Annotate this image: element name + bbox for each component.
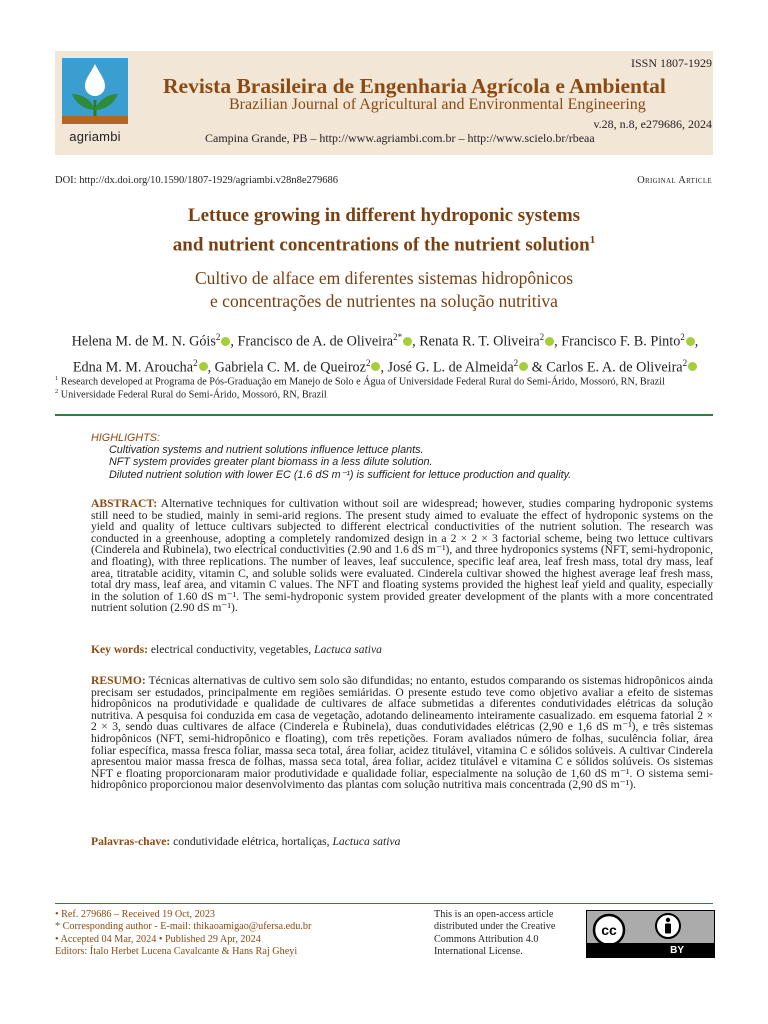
accepted-line: • Accepted 04 Mar, 2024 • Published 29 Apr, 2024 (55, 933, 261, 945)
author-separator: & (528, 359, 547, 376)
highlights (91, 432, 711, 481)
cc-by-badge[interactable] (586, 910, 715, 958)
doi-link[interactable]: DOI: http://dx.doi.org/10.1590/1807-1929/agriambi.v28n8e279686 (55, 175, 338, 186)
author-separator: , (230, 333, 238, 350)
footer-divider (55, 903, 713, 904)
highlight-item: NFT system provides greater plant biomass in a less dilute solution. (109, 456, 433, 469)
author-affiliation-marker: 2 (682, 357, 688, 368)
author-affiliation-marker: 2 (680, 332, 685, 342)
agriambi-logo (62, 58, 128, 124)
author-name: Edna M. M. Aroucha (72, 359, 194, 376)
title-portuguese-line2: e concentrações de nutrientes na solução nutritiva (210, 291, 558, 311)
keywords (91, 643, 382, 656)
logo-wordmark: agriambi (69, 129, 121, 144)
orcid-icon[interactable] (688, 362, 697, 371)
journal-title-en: Brazilian Journal of Agricultural and Environmental Engineering (229, 96, 646, 113)
cc-by-label: BY (670, 945, 684, 956)
orcid-icon[interactable] (519, 362, 528, 371)
author-separator: , (207, 359, 215, 376)
author-affiliation-marker: 2* (393, 332, 403, 342)
abstract (91, 498, 713, 614)
author-name: Carlos E. A. de Oliveira (546, 359, 683, 376)
resumo-text: Técnicas alternativas de cultivo sem solo são difundidas; no entanto, estudos comparando os sistemas hidropônicos ainda precisam ser estudados, principalmente em regiões semiáridas. O presente estudo teve como objetivo avaliar a efeito de sistemas hidropônicos na produtividade e qualidade de cultivares de alface submetidas a diferentes condutividades elétricas da solução nutritiva. A pesquisa foi conduzida em casa de vegetação, adotando delineamento inteiramente casualizado. em esquema fatorial 2 × 2 × 3, sendo duas cultivares de alface (Cinderela e Rubinela), duas condutividades elétricas (2,90 e 1,6 dS m⁻¹), e três sistemas hidropônicos (NFT, semi-hidropônico e floating), com três repetições. Foram avaliados número de folhas, suculência foliar, área foliar específica, massa fresca foliar, massa seca total, área foliar, acidez titulável, vitamina C e sólidos solúveis. A cultivar Cinderela apresentou maior massa fresca de folhas, massa seca total, área foliar, acidez titulável e vitamina C e sólidos solúveis. Os sistemas NFT e floating proporcionaram maior produtividade e qualidade foliar, especialmente na solução de 1,60 dS m⁻¹. O sistema semi-hidropônico proporcionou maior desenvolvimento das plantas com solução nutritiva mais concentrada (2,90 dS m⁻¹). (91, 674, 714, 792)
affiliation-2: $^2$ Universidade Federal Rural do Semi-Árido, Mossoró, RN, Brazil (55, 388, 327, 401)
author-affiliation-marker: 2 (193, 357, 198, 368)
orcid-icon[interactable] (403, 337, 412, 346)
affiliation-1: $^1$ Research developed at Programa de Pós-Graduação em Manejo de Solo e Água of Universidade Federal Rural do Semi-Árido, Mossoró, RN, Brazil (55, 375, 665, 388)
palavras-chave-label: Palavras-chave: (91, 835, 171, 848)
highlight-item: Cultivation systems and nutrient solutions influence lettuce plants. (109, 444, 424, 457)
water-drop-plant-icon (62, 58, 128, 124)
journal-title-pt: Revista Brasileira de Engenharia Agrícola e Ambiental (163, 74, 666, 98)
highlight-item: Diluted nutrient solution with lower EC (1.6 dS m⁻¹) is sufficient for lettuce production and quality. (109, 468, 572, 481)
palavras-chave-species: Lactuca sativa (332, 835, 401, 848)
palavras-chave-text: condutividade elétrica, hortaliças, (173, 835, 330, 848)
resumo-label: RESUMO: (91, 674, 146, 687)
editors-line: Editors: Ítalo Herbet Lucena Cavalcante & Hans Raj Gheyi (55, 945, 298, 957)
issn: ISSN 1807-1929 (630, 56, 712, 70)
keywords-text: electrical conductivity, vegetables, (150, 643, 312, 656)
author-name: José G. L. de Almeida (387, 359, 514, 376)
resumo (91, 675, 713, 791)
author-name: Gabriela C. M. de Queiroz (214, 359, 366, 376)
keywords-species: Lactuca sativa (314, 643, 382, 656)
author-name: Francisco F. B. Pinto (561, 333, 681, 350)
author-list (55, 327, 715, 378)
title-english (40, 203, 728, 257)
title-english-line2: and nutrient concentrations of the nutrient solution$^1$ (172, 234, 596, 256)
orcid-icon[interactable] (199, 362, 208, 371)
abstract-label: ABSTRACT: (91, 497, 158, 510)
author-separator: , (694, 333, 699, 350)
article-type: Original Article (637, 175, 712, 186)
author-separator: , (554, 333, 562, 350)
title-english-line1: Lettuce growing in different hydroponic systems (187, 205, 581, 226)
orcid-icon[interactable] (686, 337, 695, 346)
corresponding-author-line[interactable]: * Corresponding author - E-mail: thikaoamigao@ufersa.edu.br (55, 921, 312, 933)
license-statement: This is an open-access article distributed under the Creative Commons Attribution 4.0 International License. (434, 909, 556, 957)
section-divider (55, 414, 713, 416)
journal-urls[interactable]: Campina Grande, PB – http://www.agriambi.com.br – http://www.scielo.br/rbeaa (205, 131, 595, 145)
creative-commons-icon (587, 911, 714, 943)
author-affiliation-marker: 2 (365, 357, 371, 368)
abstract-text: Alternative techniques for cultivation without soil are widespread; however, studies comparing hydroponic systems still need to be studied, mainly in semi-arid regions. The present study aimed to evaluate the effect of hydroponic systems on the yield and quality of lettuce cultivars subjected to different electrical conductivities of the nutrient solution. The research was conducted in a greenhouse, adopting a completely randomized design in a 2 × 2 × 3 factorial scheme, being two lettuce cultivars (Cinderela and Rubinela), two electrical conductivities (2.90 and 1.6 dS m⁻¹), and three hydroponics systems (NFT, semi-hydroponic, and floating), with three replications. The number of leaves, leaf succulence, specific leaf area, leaf fresh mass, total dry mass, leaf area, titratable acidity, vitamin C, and soluble solids were evaluated. Cinderela cultivar showed the highest average leaf fresh mass, total dry mass, leaf area, and vitamin C values. The NFT and floating systems provided the highest leaf yield and quality, especially in the solution of 1.60 dS m⁻¹. The semi-hydroponic system provided greater development of the plants with a more concentrated nutrient solution (2.90 dS m⁻¹). (91, 497, 713, 615)
author-affiliation-marker: 2 (513, 357, 519, 368)
submission-info (55, 909, 311, 958)
palavras-chave (91, 835, 400, 848)
orcid-icon[interactable] (545, 337, 554, 346)
author-affiliation-marker: 2 (539, 332, 545, 342)
title-footnote-marker: 1 (589, 234, 596, 246)
volume-info: v.28, n.8, e279686, 2024 (593, 117, 712, 131)
author-name: Helena M. de M. N. Góis (71, 333, 216, 350)
received-line: • Ref. 279686 – Received 19 Oct, 2023 (55, 909, 216, 920)
author-affiliation-marker: 2 (215, 332, 221, 342)
title-portuguese-line1: Cultivo de alface em diferentes sistemas hidropônicos (194, 268, 574, 288)
author-name: Renata R. T. Oliveira (419, 333, 540, 350)
svg-text:cc: cc (601, 922, 617, 938)
highlights-heading: HIGHLIGHTS: (91, 432, 160, 444)
cc-by-strip (587, 943, 714, 957)
keywords-label: Key words: (91, 643, 148, 656)
author-name: Francisco de A. de Oliveira (237, 333, 394, 350)
author-separator: , (412, 333, 420, 350)
author-separator: , (380, 359, 388, 376)
title-portuguese (40, 267, 728, 313)
